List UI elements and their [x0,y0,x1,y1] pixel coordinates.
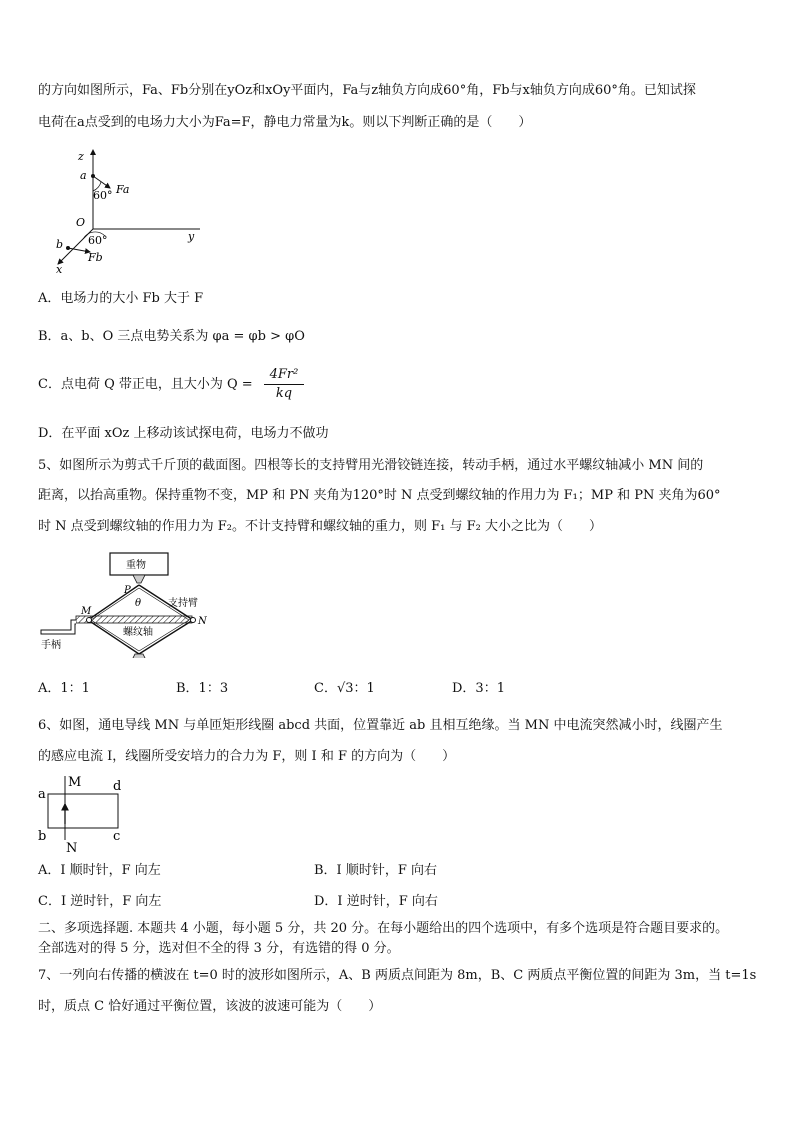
q5-jack-figure [38,550,228,658]
q4-text-line-2: 电荷在a点受到的电场力大小为Fa=F，静电力常量为k。则以下判断正确的是（ ） [38,115,532,130]
q4-option-c-fraction [264,366,304,403]
label-a: a [38,787,46,802]
q6-text-line-2: 的感应电流 I，线圈所受安培力的合力为 F，则 I 和 F 的方向为（ ） [38,749,456,764]
section2-line-2: 全部选对的得 5 分，选对但不全的得 3 分，有选错的得 0 分。 [38,941,400,956]
label-o: O [76,216,86,229]
q6-option-a: A．I 顺时针，F 向左 [38,863,161,878]
q4-option-a: A．电场力的大小 Fb 大于 F [38,291,204,306]
label-x: x [56,263,63,276]
label-m: M [81,606,92,617]
label-n: N [66,841,78,856]
label-d: d [113,779,122,794]
q5-text-line-2: 距离，以抬高重物。保持重物不变，MP 和 PN 夹角为120°时 N 点受到螺纹轴的作用力为 F₁；MP 和 PN 夹角为60° [38,488,721,503]
q4-text-line-1: 的方向如图所示，Fa、Fb分别在yOz和xOy平面内，Fa与z轴负方向成60°角，Fb与x轴负方向成60°角。已知试探 [38,83,696,98]
label-fb: Fb [88,251,103,264]
label-a: a [80,169,87,182]
label-m: M [68,775,82,790]
label-screw: 螺纹轴 [123,627,153,638]
q6-text-line-1: 6、如图，通电导线 MN 与单匝矩形线圈 abcd 共面，位置靠近 ab 且相互绝缘。当 MN 中电流突然减小时，线圈产生 [38,718,723,733]
label-b: b [38,829,47,844]
q5-text-line-3: 时 N 点受到螺纹轴的作用力为 F₂。不计支持臂和螺纹轴的重力，则 F₁ 与 F₂ 大小之比为（ ） [38,519,602,534]
label-y: y [188,230,195,243]
label-60-a: 60° [93,189,113,202]
section2-line-1: 二、多项选择题. 本题共 4 小题，每小题 5 分，共 20 分。在每小题给出的四个选项中，有多个选项是符合题目要求的。 [38,921,729,936]
q4-option-b: B．a、b、O 三点电势关系为 φa = φb > φO [38,329,305,344]
q5-text-line-1: 5、如图所示为剪式千斤顶的截面图。四根等长的支持臂用光滑铰链连接，转动手柄，通过水平螺纹轴减小 MN 间的 [38,458,704,473]
label-theta: θ [135,598,142,609]
q4-option-c-text: C．点电荷 Q 带正电，且大小为 Q = [38,377,253,392]
coil-abcd [48,794,118,828]
label-60-b: 60° [88,234,108,247]
label-fa: Fa [116,183,130,196]
q4-axes-figure [50,146,210,276]
q4-option-c [38,376,253,394]
label-p: P [124,585,131,596]
fraction-numerator: 4Fr² [264,366,304,385]
q5-option-a: A．1：1 [38,681,90,696]
label-weight: 重物 [126,560,146,571]
q6-coil-figure [34,772,134,856]
q4-option-d: D．在平面 xOz 上移动该试探电荷，电场力不做功 [38,426,329,441]
label-z: z [78,150,84,163]
label-c: c [113,829,121,844]
q7-text-line-2: 时，质点 C 恰好通过平衡位置，该波的波速可能为（ ） [38,999,382,1014]
q7-text-line-1: 7、一列向右传播的横波在 t=0 时的波形如图所示，A、B 两质点间距为 8m，B、C 两质点平衡位置的间距为 3m，当 t=1s [38,968,757,983]
q6-option-d: D．I 逆时针，F 向右 [314,894,438,909]
label-b: b [56,238,64,251]
fraction-denominator: kq [275,386,293,401]
q6-option-c: C．I 逆时针，F 向左 [38,894,162,909]
q6-option-b: B．I 顺时针，F 向右 [314,863,437,878]
q5-option-d: D．3：1 [452,681,505,696]
q5-option-b: B．1：3 [176,681,229,696]
handle [41,620,76,634]
q5-option-c: C．√3：1 [314,681,375,696]
label-handle: 手柄 [41,640,61,651]
screw-shaft [76,616,192,623]
label-n: N [198,616,207,627]
fa-arrow [93,176,110,188]
label-arm: 支持臂 [168,598,198,609]
